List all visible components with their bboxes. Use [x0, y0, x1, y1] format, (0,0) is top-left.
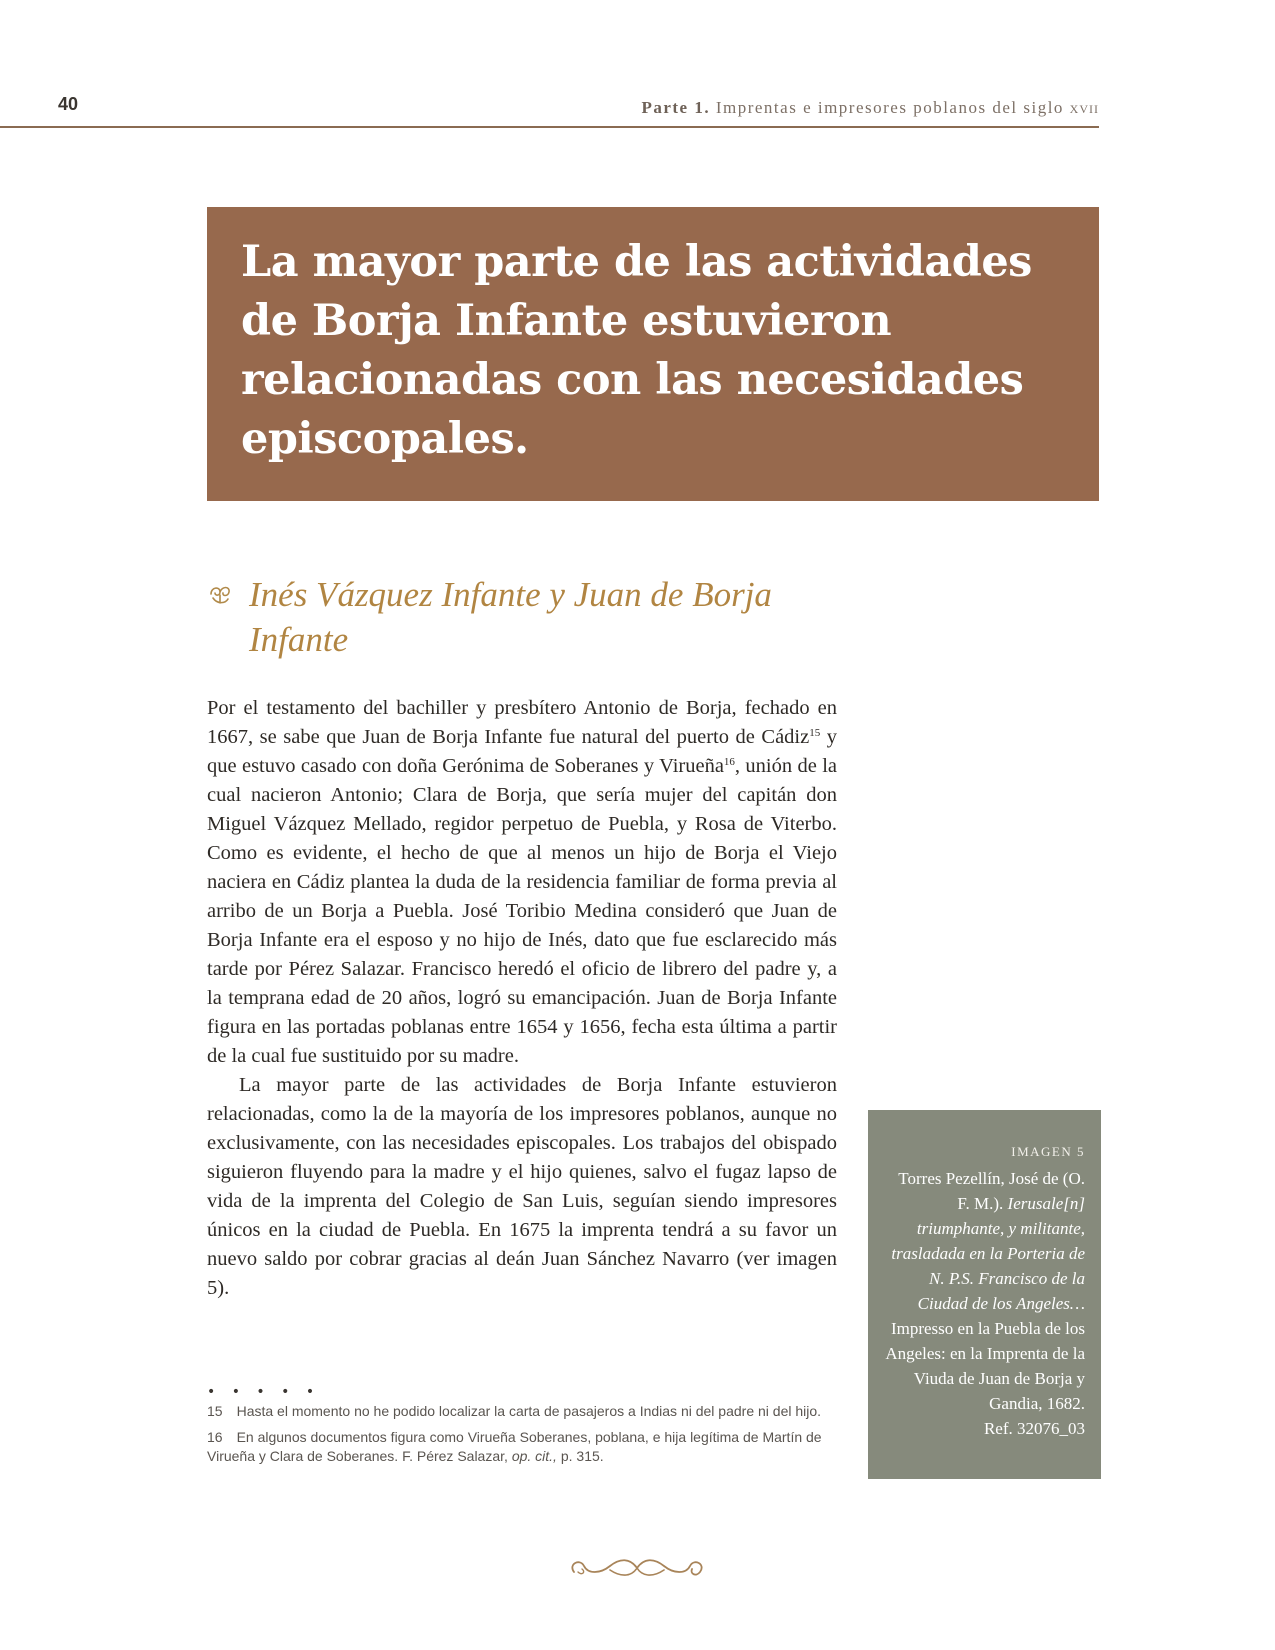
caption-title: Ierusale[n] triumphante, y militante, trasladada en la Porteria de N. P.S. Francisco de la Ciudad de los Angeles… — [891, 1194, 1085, 1313]
footnote-separator: • • • • • — [207, 1384, 321, 1400]
pull-quote-text: La mayor parte de las actividades de Borja Infante estuvieron relacionadas con las necesidades episcopales. — [241, 237, 1032, 464]
paragraph-1-part-b: y que estuvo casado con doña Gerónima de Soberanes y Virueña — [207, 726, 838, 777]
caption-imprint: Impresso en la Puebla de los Angeles: en la Imprenta de la Viuda de Juan de Borja y Gandia, 1682. — [885, 1319, 1085, 1413]
chapter-title: Imprentas e impresores poblanos del siglo — [715, 98, 1070, 117]
paragraph-1-part-c: , unión de la cual nacieron Antonio; Clara de Borja, que sería mujer del capitán don Miguel Vázquez Mellado, regidor perpetuo de Puebla, y Rosa de Viterbo. Como es evidente, el hecho de que al menos un hijo de Borja el Viejo naciera en Cádiz plantea la duda de la residencia familiar de forma previa al arribo de un Borja a Puebla. José Toribio Medina consideró que Juan de Borja Infante era el esposo y no hijo de Inés, dato que fue esclarecido más tarde por Pérez Salazar. Francisco heredó el oficio de librero del padre y, a la temprana edad de 20 años, logró su emancipación. Juan de Borja Infante figura en las portadas poblanas entre 1654 y 1656, fecha esta última a partir de la cual fue sustituido por su madre. — [207, 755, 837, 1067]
footnote-page: p. 315. — [556, 1448, 604, 1464]
paragraph-2: La mayor parte de las actividades de Borja Infante estuvieron relacionadas, como la de la mayoría de los impresores poblanos, aunque no exclusivamente, con las necesidades episcopales. Los trabajos del obispado siguieron fluyendo para la madre y el hijo quienes, salvo el fugaz lapso de vida de la imprenta del Colegio de San Luis, seguían siendo impresores únicos en la ciudad de Puebla. En 1675 la imprenta tendrá a su favor un nuevo saldo por cobrar gracias al deán Juan Sánchez Navarro (ver imagen 5). — [207, 1074, 837, 1299]
flourish-ornament-icon — [566, 1550, 708, 1586]
pull-quote-box — [207, 207, 1099, 501]
footnote-ref-16[interactable]: 16 — [723, 756, 735, 768]
footnotes — [207, 1402, 837, 1473]
paragraph-1-part-a: Por el testamento del bachiller y presbítero Antonio de Borja, fechado en 1667, se sabe que Juan de Borja Infante fue natural del puerto de Cádiz — [207, 697, 837, 748]
section-heading — [207, 572, 827, 662]
footnote-text: En algunos documentos figura como Virueña Soberanes, poblana, e hija legítima de Martín de Virueña y Clara de Soberanes. F. Pérez Salazar, — [207, 1429, 822, 1464]
caption-ref: Ref. 32076_03 — [983, 1419, 1085, 1438]
footnote-citation: op. cit., — [511, 1448, 557, 1464]
header-rule — [0, 126, 1099, 128]
footnote-number: 15 — [207, 1403, 223, 1419]
footnote-15 — [207, 1402, 837, 1421]
part-label: Parte 1. — [641, 98, 711, 117]
running-header — [641, 98, 1099, 118]
caption-label: IMAGEN 5 — [1011, 1144, 1085, 1159]
fleuron-icon — [207, 582, 233, 606]
section-title: Inés Vázquez Infante y Juan de Borja Infante — [249, 575, 772, 659]
footnote-16 — [207, 1428, 837, 1466]
body-text — [207, 694, 837, 1303]
paragraph-1 — [207, 694, 837, 1071]
image-caption-box — [868, 1110, 1101, 1479]
caption-author: Torres Pezellín, José de (O. F. M.). — [898, 1169, 1085, 1213]
page-number: 40 — [58, 94, 79, 114]
footnote-text: Hasta el momento no he podido localizar la carta de pasajeros a Indias ni del padre ni del hijo. — [236, 1403, 822, 1419]
caption-text — [884, 1166, 1085, 1416]
century-label: XVII — [1069, 102, 1099, 116]
footnote-ref-15[interactable]: 15 — [809, 727, 821, 739]
footnote-number: 16 — [207, 1429, 223, 1445]
